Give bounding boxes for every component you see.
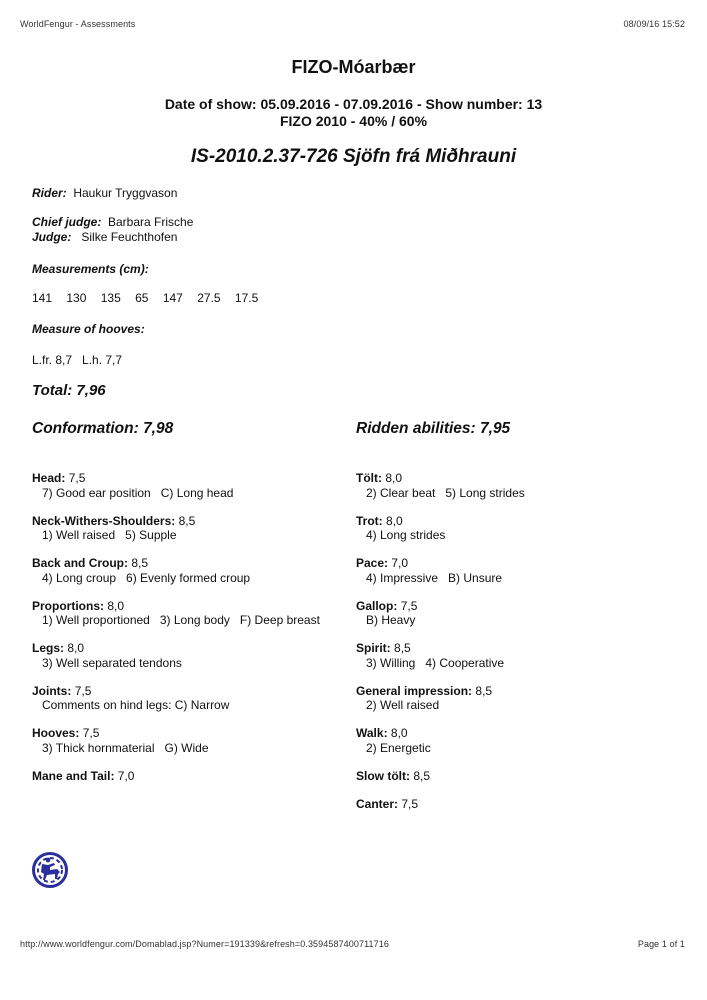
trait-gallop <box>356 599 676 628</box>
trait-head <box>32 471 342 500</box>
measurement-value: 65 <box>135 291 149 305</box>
ridden-abilities-title: Ridden abilities: 7,95 <box>356 420 511 437</box>
trait-comment: 3) Thick hornmaterial G) Wide <box>42 740 209 755</box>
trait-slow-tolt <box>356 769 676 784</box>
trait-mane-and-tail <box>32 769 342 784</box>
trait-name: Head: <box>32 471 66 485</box>
trait-comment: 1) Well raised 5) Supple <box>42 528 177 542</box>
trait-score: 8,0 <box>107 598 125 613</box>
trait-comment: 4) Long croup 6) Evenly formed croup <box>42 570 251 585</box>
trait-score: 7,5 <box>74 683 92 698</box>
trait-score: 7,0 <box>117 768 135 783</box>
trait-name: Neck-Withers-Shoulders: <box>32 513 176 528</box>
rider-label: Rider: <box>32 186 67 200</box>
trait-name: Legs: <box>32 641 65 655</box>
trait-name: Slow tölt: <box>356 768 410 783</box>
measurement-value: 27.5 <box>197 291 221 305</box>
show-title: FIZO-Móarbær <box>291 57 416 77</box>
horse-id-name: IS-2010.2.37-726 Sjöfn frá Miðhrauni <box>190 146 517 167</box>
trait-score: 8,0 <box>385 471 403 485</box>
trait-comment: 2) Energetic <box>366 740 431 755</box>
trait-comment: 2) Well raised <box>366 698 440 712</box>
measurement-value: 147 <box>162 291 183 305</box>
trait-score: 7,0 <box>391 556 409 570</box>
trait-name: Back and Croup: <box>32 556 129 570</box>
trait-comment: B) Heavy <box>366 613 416 627</box>
hooves-label <box>32 322 145 337</box>
trait-legs <box>32 641 342 670</box>
trait-name: Pace: <box>356 556 389 570</box>
print-url: http://www.worldfengur.com/Domablad.jsp?Numer=191339&refresh=0.3594587400711716 <box>20 939 389 949</box>
rider-name: Haukur Tryggvason <box>73 186 178 200</box>
trait-proportions <box>32 599 342 628</box>
show-dates: Date of show: 05.09.2016 - 07.09.2016 - Show number: 13 <box>164 96 543 112</box>
trait-spirit <box>356 641 676 670</box>
measurements-heading: Measurements (cm): <box>32 262 149 276</box>
measurement-value: 17.5 <box>234 291 259 305</box>
trait-comment: Comments on hind legs: C) Narrow <box>42 698 230 712</box>
trait-canter <box>356 797 676 812</box>
total-score: Total: 7,96 <box>32 382 106 399</box>
trait-score: 8,0 <box>386 513 403 528</box>
measurement-value: 130 <box>66 291 87 305</box>
trait-score: 8,5 <box>394 641 411 655</box>
print-page-number: Page 1 of 1 <box>637 939 685 949</box>
trait-name: Tölt: <box>356 471 382 485</box>
trait-comment: 3) Well separated tendons <box>42 655 182 670</box>
rider-line <box>32 186 177 201</box>
trait-score: 8,0 <box>390 726 408 740</box>
trait-name: Mane and Tail: <box>32 768 115 783</box>
trait-score: 8,5 <box>413 768 431 783</box>
judges-block <box>32 215 193 245</box>
conformation-title: Conformation: 7,98 <box>32 420 174 437</box>
measurement-value: 135 <box>100 291 121 305</box>
trait-joints <box>32 684 342 713</box>
trait-name: Trot: <box>356 513 383 528</box>
judge-label: Judge: <box>32 230 72 244</box>
trait-pace <box>356 556 676 585</box>
ridden-abilities-list <box>356 471 676 825</box>
measurement-value: 141 <box>32 291 53 305</box>
trait-score: 8,0 <box>67 641 85 655</box>
trait-name: Canter: <box>356 796 399 811</box>
judge-line <box>32 230 193 245</box>
trait-score: 7,5 <box>68 471 86 485</box>
trait-name: General impression: <box>356 683 473 698</box>
print-datetime: 08/09/16 15:52 <box>623 19 685 29</box>
trait-walk <box>356 726 676 755</box>
chief-judge-label: Chief judge: <box>32 215 102 229</box>
hooves-heading: Measure of hooves: <box>32 322 145 336</box>
hooves-values: L.fr. 8,7 L.h. 7,7 <box>32 353 123 367</box>
conformation-list <box>32 471 342 797</box>
trait-name: Gallop: <box>356 598 398 613</box>
measurements-values <box>32 291 269 306</box>
trait-comment: 4) Impressive B) Unsure <box>366 570 503 585</box>
judge-name: Silke Feuchthofen <box>81 230 178 244</box>
show-info <box>0 96 707 130</box>
trait-trot <box>356 514 676 543</box>
trait-name: Walk: <box>356 726 388 740</box>
trait-tolt <box>356 471 676 500</box>
print-page-title: WorldFengur - Assessments <box>20 19 136 29</box>
trait-general-impression <box>356 684 676 713</box>
trait-name: Joints: <box>32 683 72 698</box>
trait-comment: 2) Clear beat 5) Long strides <box>366 485 525 500</box>
trait-comment: 4) Long strides <box>366 528 446 542</box>
trait-score: 7,5 <box>400 598 418 613</box>
worldfengur-logo-icon <box>32 852 68 888</box>
trait-score: 8,5 <box>475 683 493 698</box>
trait-comment: 1) Well proportioned 3) Long body F) Deep breast <box>42 613 320 627</box>
chief-judge-name: Barbara Frische <box>108 215 194 229</box>
chief-judge-line <box>32 215 193 230</box>
trait-name: Spirit: <box>356 641 391 655</box>
trait-name: Hooves: <box>32 726 80 740</box>
trait-score: 7,5 <box>401 796 419 811</box>
trait-score: 8,5 <box>131 556 149 570</box>
trait-back-and-croup <box>32 556 342 585</box>
trait-name: Proportions: <box>32 598 104 613</box>
measurements-label <box>32 262 149 277</box>
trait-neck-withers-shoulders <box>32 514 342 543</box>
trait-hooves <box>32 726 342 755</box>
show-system: FIZO 2010 - 40% / 60% <box>279 113 428 129</box>
trait-score: 8,5 <box>178 513 196 528</box>
trait-comment: 7) Good ear position C) Long head <box>42 485 234 500</box>
trait-comment: 3) Willing 4) Cooperative <box>366 655 505 670</box>
trait-score: 7,5 <box>82 726 100 740</box>
